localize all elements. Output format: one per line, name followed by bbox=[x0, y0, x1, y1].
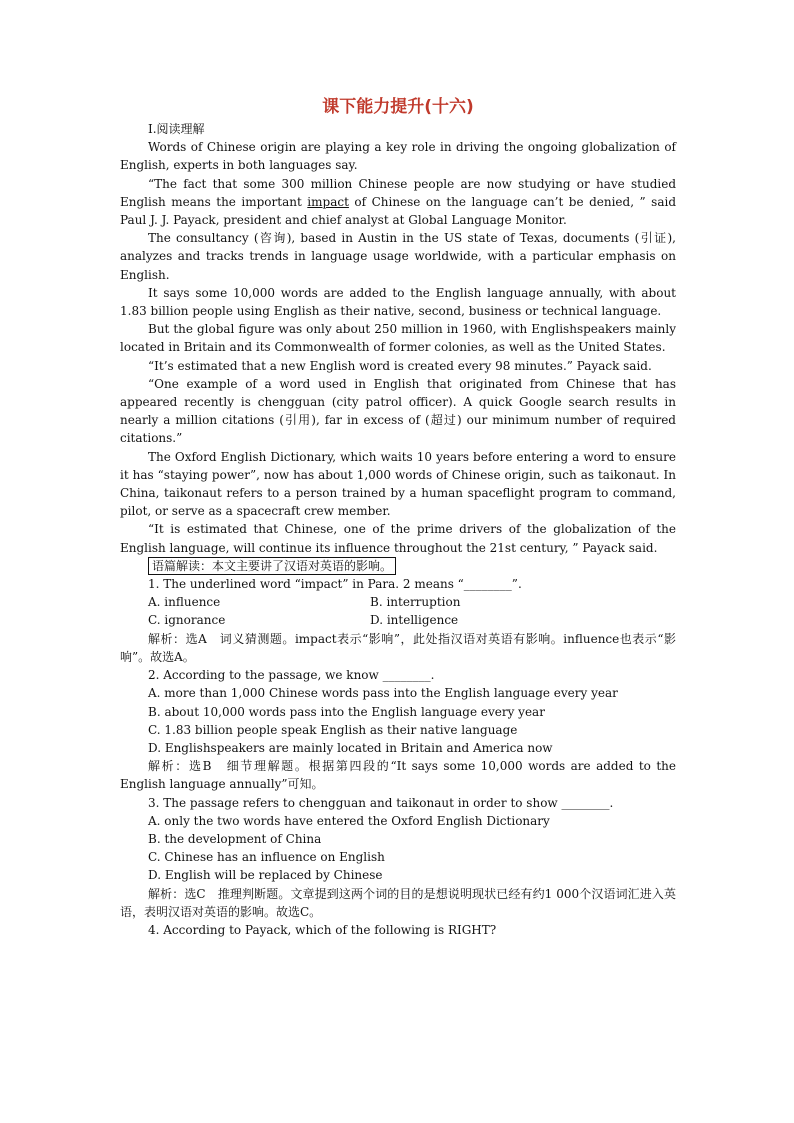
passage-paragraph-3: The consultancy (咨询), based in Austin in the US state of Texas, documents (引证), analyzes and tracks trends in language usage worldwide, with a particular emphasis on English. bbox=[120, 231, 676, 282]
option-b: B. the development of China bbox=[148, 831, 322, 846]
question-2-answer: 解析：选B 细节理解题。根据第四段的“It says some 10,000 words are added to the English language annually”可知。 bbox=[120, 759, 676, 792]
passage-paragraph-7: “One example of a word used in English that originated from Chinese that has appeared recently is chengguan (city patrol officer). A quick Google search results in nearly a million citations (引用), far in excess of (超过) our minimum number of required citations.” bbox=[120, 376, 676, 446]
passage-paragraph-1: Words of Chinese origin are playing a key role in driving the ongoing globalization of English, experts in both languages say. bbox=[120, 140, 676, 173]
passage-paragraph-8: The Oxford English Dictionary, which waits 10 years before entering a word to ensure it has “staying power”, now has about 1,000 words of Chinese origin, such as taikonaut. In China, taikonaut refers to a person trained by a human spaceflight program to command, pilot, or serve as a spacecraft crew member. bbox=[120, 449, 676, 519]
option-c: C. ignorance bbox=[148, 613, 226, 628]
question-3-answer: 解析：选C 推理判断题。文章提到这两个词的目的是想说明现状已经有约1 000个汉语词汇进入英语，表明汉语对英语的影响。故选C。 bbox=[120, 886, 676, 919]
question-3-stem: 3. The passage refers to chengguan and taikonaut in order to show ________. bbox=[148, 795, 614, 810]
paragraph-text: of Chinese on the language can’t be denied, ” said Paul J. J. Payack, president and chief analyst at Global Language Monitor. bbox=[120, 194, 676, 228]
question-1-stem: 1. The underlined word “impact” in Para. 2 means “________”. bbox=[148, 577, 522, 592]
section-heading: Ⅰ.阅读理解 bbox=[148, 122, 205, 136]
option-c: C. 1.83 billion people speak English as their native language bbox=[148, 722, 518, 737]
passage-paragraph-2 bbox=[120, 175, 676, 230]
option-b: B. interruption bbox=[370, 595, 461, 610]
summary-box: 语篇解读：本文主要讲了汉语对英语的影响。 bbox=[148, 557, 396, 575]
question-4-stem: 4. According to Payack, which of the following is RIGHT? bbox=[148, 922, 497, 937]
question-1-options-row bbox=[120, 611, 676, 629]
option-a: A. influence bbox=[148, 595, 221, 610]
option-b: B. about 10,000 words pass into the English language every year bbox=[148, 704, 545, 719]
passage-paragraph-4: It says some 10,000 words are added to the English language annually, with about 1.83 billion people using English as their native, second, business or technical language. bbox=[120, 285, 676, 319]
option-c: C. Chinese has an influence on English bbox=[148, 850, 385, 865]
summary-line bbox=[120, 557, 676, 575]
option-a: A. more than 1,000 Chinese words pass into the English language every year bbox=[148, 686, 618, 701]
page-title: 课下能力提升(十六) bbox=[322, 97, 474, 117]
passage-paragraph-5: But the global figure was only about 250 million in 1960, with Englishspeakers mainly located in Britain and its Commonwealth of former colonies, as well as the United States. bbox=[120, 322, 676, 355]
question-1-answer: 解析：选A 词义猜测题。impact表示“影响”，此处指汉语对英语有影响。influence也表示“影响”。故选A。 bbox=[120, 631, 676, 664]
option-d: D. Englishspeakers are mainly located in Britain and America now bbox=[148, 740, 553, 755]
option-d: D. English will be replaced by Chinese bbox=[148, 868, 383, 883]
passage-paragraph-9: “It is estimated that Chinese, one of the prime drivers of the globalization of the English language, will continue its influence throughout the 21st century, ” Payack said. bbox=[120, 522, 676, 555]
option-a: A. only the two words have entered the Oxford English Dictionary bbox=[148, 813, 550, 828]
document-body bbox=[120, 96, 676, 939]
paragraph-text: “The fact that some 300 million Chinese people are now studying or have studied English means the important bbox=[120, 176, 676, 209]
option-d: D. intelligence bbox=[370, 613, 459, 628]
underlined-word: impact bbox=[307, 194, 349, 209]
question-2-stem: 2. According to the passage, we know ________. bbox=[148, 668, 435, 683]
passage-paragraph-6: “It’s estimated that a new English word is created every 98 minutes.” Payack said. bbox=[148, 358, 652, 373]
question-1-options-row bbox=[120, 593, 676, 611]
